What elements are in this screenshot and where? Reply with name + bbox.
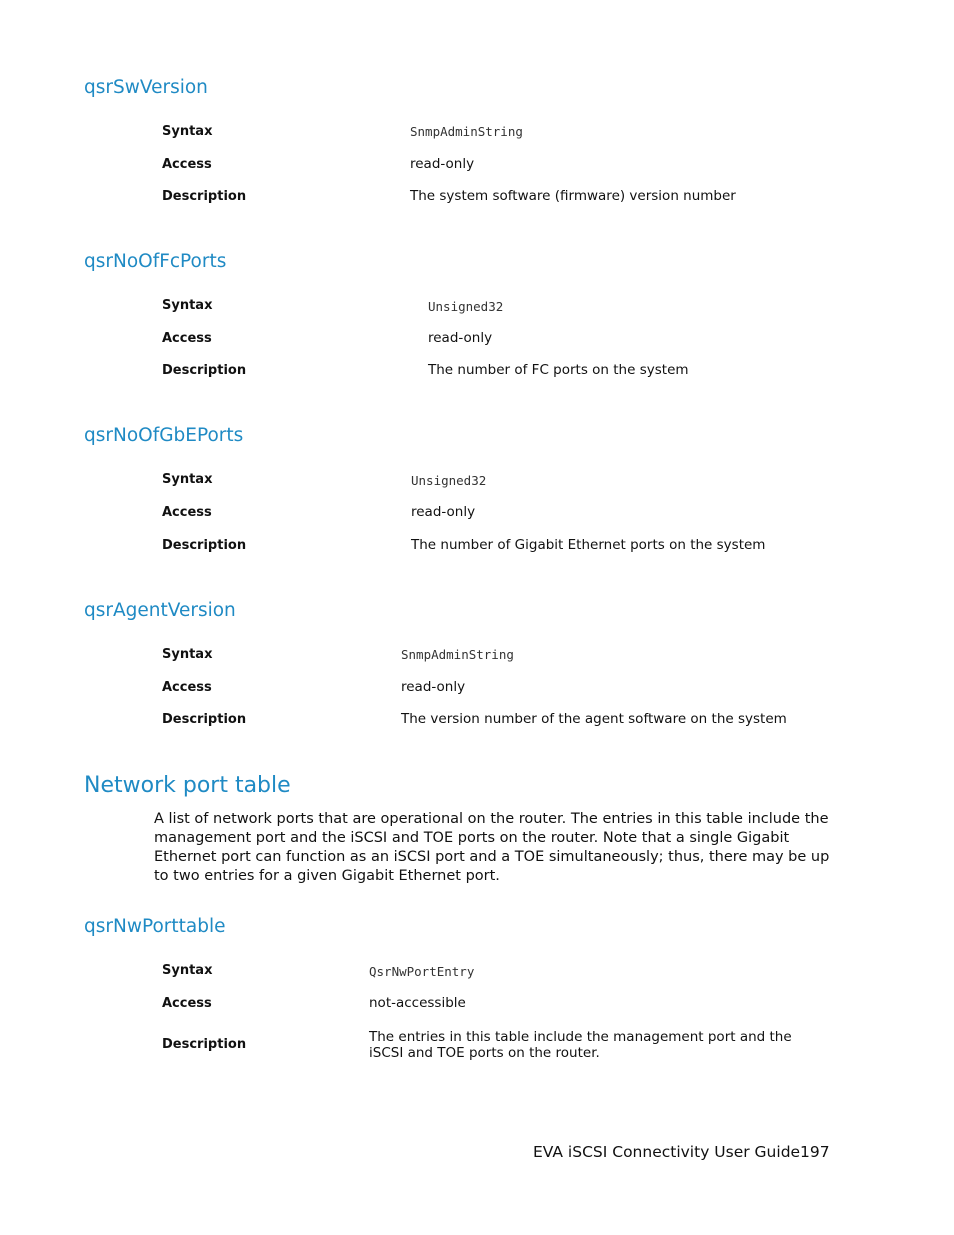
syntax-label: Syntax (162, 963, 213, 978)
description-value: The version number of the agent software on the system (401, 711, 787, 727)
access-value: read-only (410, 156, 475, 172)
description-label: Description (162, 189, 247, 204)
description-value: The system software (firmware) version number (410, 188, 736, 204)
access-value: read-only (401, 679, 466, 695)
access-value: not-accessible (369, 995, 466, 1011)
access-label: Access (162, 157, 212, 172)
section-title-qsrnwporttable: qsrNwPorttable (84, 916, 226, 937)
access-value: read-only (428, 330, 493, 346)
section-title-qsrnoofgbeports: qsrNoOfGbEPorts (84, 425, 244, 446)
syntax-label: Syntax (162, 124, 213, 139)
description-label: Description (162, 1037, 247, 1052)
syntax-label: Syntax (162, 472, 213, 487)
syntax-label: Syntax (162, 298, 213, 313)
syntax-value: QsrNwPortEntry (369, 964, 475, 979)
access-label: Access (162, 331, 212, 346)
description-value: The entries in this table include the management port and the iSCSI and TOE ports on the router. (369, 1029, 792, 1061)
access-value: read-only (411, 504, 476, 520)
syntax-label: Syntax (162, 647, 213, 662)
footer-page-number: 197 (800, 1143, 830, 1161)
access-label: Access (162, 505, 212, 520)
description-value: The number of Gigabit Ethernet ports on the system (411, 537, 766, 553)
section-title-qsrnooffcports: qsrNoOfFcPorts (84, 251, 227, 272)
syntax-value: SnmpAdminString (401, 647, 514, 662)
description-label: Description (162, 712, 247, 727)
footer-guide-title: EVA iSCSI Connectivity User Guide (533, 1143, 801, 1161)
access-label: Access (162, 680, 212, 695)
section-heading-network-port-table: Network port table (84, 773, 291, 798)
section-title-qsrswversion: qsrSwVersion (84, 77, 208, 98)
description-label: Description (162, 363, 247, 378)
section-title-qsragentversion: qsrAgentVersion (84, 600, 236, 621)
syntax-value: Unsigned32 (411, 473, 487, 488)
access-label: Access (162, 996, 212, 1011)
syntax-value: SnmpAdminString (410, 124, 523, 139)
description-value: The number of FC ports on the system (428, 362, 689, 378)
syntax-value: Unsigned32 (428, 299, 504, 314)
body-paragraph: A list of network ports that are operational on the router. The entries in this table include the management port and the iSCSI and TOE ports on the router. Note that a single Gigabit Ethernet port can function as an iSCSI port and a TOE simultaneously; thus, there may be up to two entries for a given Gigabit Ethernet port. (154, 811, 830, 884)
description-label: Description (162, 538, 247, 553)
